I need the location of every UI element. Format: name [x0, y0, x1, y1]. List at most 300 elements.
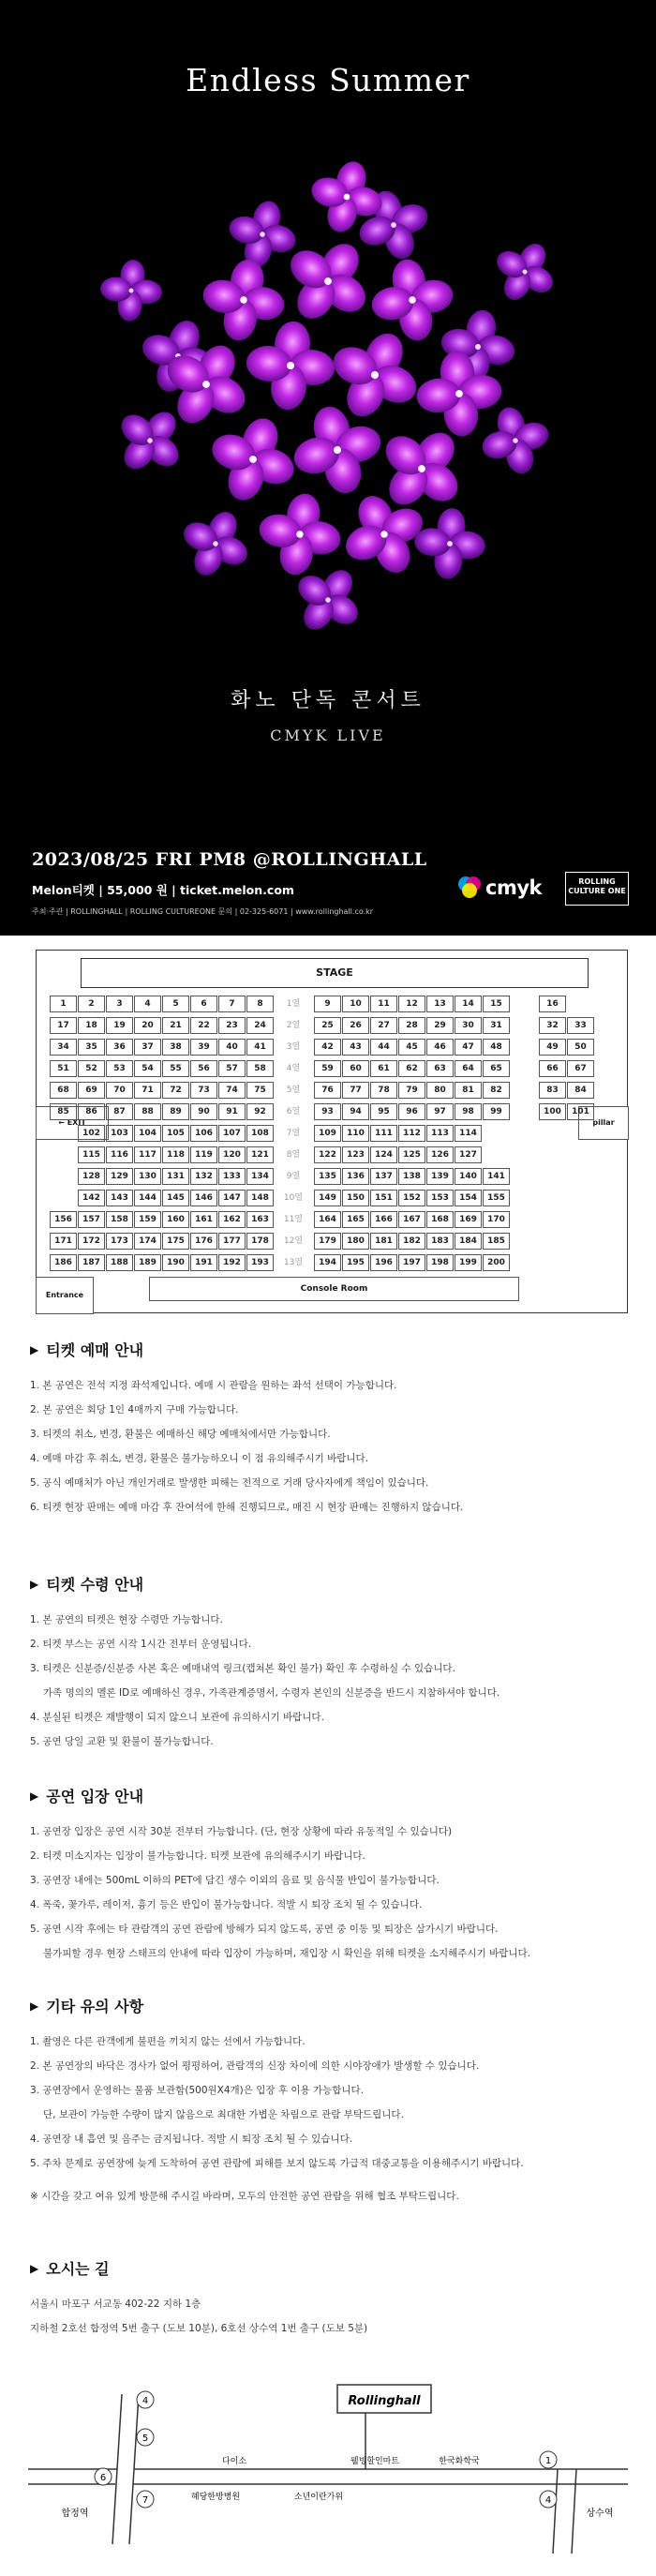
entry-item: 5. 공연 시작 후에는 타 관람객의 공연 관람에 방해가 되지 않도록, 공연 중 이동 및 퇴장은 삼가시기 바랍니다.	[30, 1924, 499, 1935]
seat[interactable]: 165	[342, 1211, 369, 1228]
seat[interactable]: 71	[134, 1082, 161, 1099]
receive-item: 3. 티켓은 신분증/신분증 사본 혹은 예매내역 링크(캡쳐본 확인 불가) 확인 후 수령하실 수 있습니다.	[30, 1663, 455, 1674]
row-label: 6열	[286, 1107, 301, 1116]
seat[interactable]: 171	[50, 1233, 77, 1250]
receive-list	[30, 1608, 630, 1754]
seat[interactable]: 75	[246, 1082, 274, 1099]
cmyk-circle-icon	[457, 876, 482, 900]
seat[interactable]: 152	[398, 1190, 425, 1206]
seat[interactable]: 29	[426, 1017, 454, 1034]
hapjeong-label: 합정역	[61, 2509, 89, 2519]
entry-item: 불가피할 경우 현장 스태프의 안내에 따라 입장이 가능하며, 재입장 시 확인을 위해 티켓을 소지해주시기 바랍니다.	[43, 1948, 530, 1959]
entry-item: 3. 공연장 내에는 500mL 이하의 PET에 담긴 생수 이외의 음료 및 음식물 반입이 불가능합니다.	[30, 1875, 440, 1886]
seat[interactable]: 155	[483, 1190, 510, 1206]
seat[interactable]: 68	[50, 1082, 77, 1099]
row-label: 1열	[286, 999, 301, 1009]
venue-label: Rollinghall	[348, 2394, 421, 2408]
exit-6-marker	[95, 2468, 112, 2485]
seat[interactable]: 11	[370, 996, 397, 1012]
seat[interactable]: 61	[370, 1060, 397, 1077]
pillar-box: pillar	[578, 1106, 629, 1140]
seat[interactable]: 167	[398, 1211, 425, 1228]
seat[interactable]: 2	[78, 996, 105, 1012]
seat[interactable]: 125	[398, 1146, 425, 1163]
seat[interactable]: 76	[314, 1082, 341, 1099]
seat[interactable]: 153	[426, 1190, 454, 1206]
seat[interactable]: 92	[246, 1103, 274, 1120]
booking-title	[30, 1339, 630, 1360]
seat[interactable]: 145	[162, 1190, 189, 1206]
seat[interactable]: 109	[314, 1125, 341, 1142]
seat[interactable]: 24	[246, 1017, 274, 1034]
directions-title	[30, 2257, 630, 2279]
seat[interactable]: 49	[539, 1039, 566, 1056]
seat[interactable]: 187	[78, 1254, 105, 1271]
seat[interactable]: 182	[398, 1233, 425, 1250]
svg-text:5: 5	[142, 2434, 149, 2444]
seat[interactable]: 22	[190, 1017, 217, 1034]
seat[interactable]: 139	[426, 1168, 454, 1185]
seat[interactable]: 199	[455, 1254, 482, 1271]
row-label: 4열	[286, 1064, 301, 1073]
booking-title-text: 티켓 예매 안내	[46, 1341, 144, 1359]
seat[interactable]: 45	[398, 1039, 425, 1056]
seat[interactable]: 99	[483, 1103, 510, 1120]
seat[interactable]: 6	[190, 996, 217, 1012]
etc-note: ※ 시간을 갖고 여유 있게 방문해 주시길 바라며, 모두의 안전한 공연 관람을 위해 협조 부탁드립니다.	[30, 2191, 459, 2202]
row-label: 12열	[283, 1236, 304, 1246]
exit-1-marker	[540, 2451, 557, 2468]
seat[interactable]: 9	[314, 996, 341, 1012]
seat[interactable]: 51	[50, 1060, 77, 1077]
seat[interactable]: 18	[78, 1017, 105, 1034]
stage-label: STAGE	[81, 958, 589, 988]
seat[interactable]: 124	[370, 1146, 397, 1163]
seat[interactable]: 87	[106, 1103, 133, 1120]
seat-map	[36, 950, 628, 1313]
cmyk-logo-text: cmyk	[485, 876, 542, 899]
seat[interactable]: 93	[314, 1103, 341, 1120]
seat[interactable]: 81	[455, 1082, 482, 1099]
svg-text:6: 6	[99, 2473, 107, 2483]
seat[interactable]: 144	[134, 1190, 161, 1206]
seat[interactable]: 10	[342, 996, 369, 1012]
concert-title: 화노 단독 콘서트	[231, 689, 425, 712]
seat[interactable]: 8	[246, 996, 274, 1012]
seat[interactable]: 108	[246, 1125, 274, 1142]
seat[interactable]: 115	[78, 1146, 105, 1163]
ticket-line: Melon티켓 | 55,000 원 | ticket.melon.com	[32, 883, 294, 897]
seat[interactable]: 102	[78, 1125, 105, 1142]
row-label: 7열	[286, 1129, 301, 1138]
seat[interactable]: 74	[218, 1082, 246, 1099]
seat[interactable]: 154	[455, 1190, 482, 1206]
seat[interactable]: 80	[426, 1082, 454, 1099]
seat[interactable]: 194	[314, 1254, 341, 1271]
booking-item: 3. 티켓의 취소, 변경, 환불은 예매하신 해당 예매처에서만 가능합니다.	[30, 1429, 331, 1440]
row-label: 2열	[286, 1021, 301, 1030]
seat[interactable]: 54	[134, 1060, 161, 1077]
directions-title-text: 오시는 길	[46, 2260, 110, 2278]
seat[interactable]: 137	[370, 1168, 397, 1185]
row-label: 3열	[286, 1042, 301, 1052]
console-room: Console Room	[149, 1277, 519, 1301]
directions-section	[30, 2257, 630, 2341]
host-line: 주최·주관 | ROLLINGHALL | ROLLING CULTUREONE 문의 | 02-325-6071 | www.rollinghall.co.kr	[32, 907, 374, 916]
seat[interactable]: 57	[218, 1060, 246, 1077]
receive-item: 2. 티켓 부스는 공연 시작 1시간 전부터 운영됩니다.	[30, 1639, 252, 1650]
booking-list	[30, 1373, 630, 1520]
seat[interactable]: 119	[190, 1146, 217, 1163]
daiso-label: 다이소	[221, 2457, 247, 2466]
entry-title	[30, 1785, 630, 1806]
seat[interactable]: 188	[106, 1254, 133, 1271]
seat[interactable]: 73	[190, 1082, 217, 1099]
seat[interactable]: 97	[426, 1103, 454, 1120]
seat[interactable]: 28	[398, 1017, 425, 1034]
seat[interactable]: 157	[78, 1211, 105, 1228]
etc-title-text: 기타 유의 사항	[46, 1998, 144, 2015]
seat[interactable]: 172	[78, 1233, 105, 1250]
seat[interactable]: 88	[134, 1103, 161, 1120]
seat[interactable]: 177	[218, 1233, 246, 1250]
seat[interactable]: 184	[455, 1233, 482, 1250]
seat[interactable]: 52	[78, 1060, 105, 1077]
seat[interactable]: 126	[426, 1146, 454, 1163]
seat[interactable]: 40	[218, 1039, 246, 1056]
etc-section	[30, 1995, 630, 2203]
seat[interactable]: 101	[567, 1103, 594, 1120]
svg-text:4: 4	[544, 2495, 552, 2506]
receive-section	[30, 1573, 630, 1754]
seat[interactable]: 27	[370, 1017, 397, 1034]
seat[interactable]: 82	[483, 1082, 510, 1099]
seat[interactable]: 131	[162, 1168, 189, 1185]
seat[interactable]: 4	[134, 996, 161, 1012]
seat[interactable]: 163	[246, 1211, 274, 1228]
location-map	[28, 2366, 628, 2554]
seat[interactable]: 62	[398, 1060, 425, 1077]
mart-label: 웰빙할인마트	[350, 2457, 400, 2466]
svg-text:7: 7	[142, 2495, 149, 2506]
seat[interactable]: 46	[426, 1039, 454, 1056]
date-line: 2023/08/25 FRI PM8 @ROLLINGHALL	[32, 849, 427, 870]
seat[interactable]: 47	[455, 1039, 482, 1056]
seat[interactable]: 21	[162, 1017, 189, 1034]
seat[interactable]: 84	[567, 1082, 594, 1099]
seat[interactable]: 180	[342, 1233, 369, 1250]
seat[interactable]: 64	[455, 1060, 482, 1077]
seat[interactable]: 149	[314, 1190, 341, 1206]
seat[interactable]: 136	[342, 1168, 369, 1185]
seat[interactable]: 83	[539, 1082, 566, 1099]
seat[interactable]: 169	[455, 1211, 482, 1228]
seat[interactable]: 143	[106, 1190, 133, 1206]
seat[interactable]: 114	[455, 1125, 482, 1142]
seat[interactable]: 72	[162, 1082, 189, 1099]
entry-item: 1. 공연장 입장은 공연 시작 30분 전부터 가능합니다. (단, 현장 상황에 따라 유동적일 수 있습니다)	[30, 1826, 453, 1837]
seat[interactable]: 123	[342, 1146, 369, 1163]
booking-section	[30, 1339, 630, 1520]
receive-title	[30, 1573, 630, 1595]
seat[interactable]: 160	[162, 1211, 189, 1228]
seat[interactable]: 37	[134, 1039, 161, 1056]
apt-label: 한국화학국	[439, 2457, 480, 2466]
seat[interactable]: 121	[246, 1146, 274, 1163]
seat[interactable]: 118	[162, 1146, 189, 1163]
seat[interactable]: 158	[106, 1211, 133, 1228]
seat[interactable]: 168	[426, 1211, 454, 1228]
seat[interactable]: 41	[246, 1039, 274, 1056]
booking-item: 1. 본 공연은 전석 지정 좌석제입니다. 예매 시 관람을 원하는 좌석 선택이 가능합니다.	[30, 1380, 397, 1391]
seat[interactable]: 159	[134, 1211, 161, 1228]
seat[interactable]: 34	[50, 1039, 77, 1056]
seat[interactable]: 103	[106, 1125, 133, 1142]
seat[interactable]: 14	[455, 996, 482, 1012]
seat[interactable]: 85	[50, 1103, 77, 1120]
seat[interactable]: 193	[246, 1254, 274, 1271]
seat[interactable]: 174	[134, 1233, 161, 1250]
seat[interactable]: 17	[50, 1017, 77, 1034]
seat[interactable]: 186	[50, 1254, 77, 1271]
seat[interactable]: 198	[426, 1254, 454, 1271]
etc-item: 1. 촬영은 다른 관객에게 불편을 끼치지 않는 선에서 가능합니다.	[30, 2036, 306, 2047]
address-text: 서울시 마포구 서교동 402-22 지하 1층	[30, 2299, 201, 2310]
triangle-icon: ▶	[30, 2261, 39, 2275]
seat[interactable]: 162	[218, 1211, 246, 1228]
seat[interactable]: 140	[455, 1168, 482, 1185]
triangle-icon: ▶	[30, 1789, 39, 1803]
etc-item: 2. 본 공연장의 바닥은 경사가 없어 평평하여, 관람객의 신장 차이에 의한 시야장애가 발생할 수 있습니다.	[30, 2060, 480, 2072]
triangle-icon: ▶	[30, 1577, 39, 1591]
seat[interactable]: 185	[483, 1233, 510, 1250]
seat[interactable]: 141	[483, 1168, 510, 1185]
row-label: 11열	[283, 1215, 304, 1224]
seat[interactable]: 179	[314, 1233, 341, 1250]
seat[interactable]: 96	[398, 1103, 425, 1120]
seat[interactable]: 13	[426, 996, 454, 1012]
seat[interactable]: 138	[398, 1168, 425, 1185]
entry-section	[30, 1785, 630, 1966]
row-label: 9열	[286, 1172, 301, 1181]
seat[interactable]: 191	[190, 1254, 217, 1271]
exit-4b-marker	[540, 2491, 557, 2508]
seat[interactable]: 25	[314, 1017, 341, 1034]
seat[interactable]: 200	[483, 1254, 510, 1271]
seat[interactable]: 148	[246, 1190, 274, 1206]
seat[interactable]: 32	[539, 1017, 566, 1034]
seat[interactable]: 48	[483, 1039, 510, 1056]
seat[interactable]: 55	[162, 1060, 189, 1077]
poster	[0, 0, 656, 936]
seat[interactable]: 146	[190, 1190, 217, 1206]
row-label: 8열	[286, 1150, 301, 1160]
receive-item: 가족 명의의 멜론 ID로 예매하신 경우, 가족관계증명서, 수령자 본인의 신분증을 반드시 지참하셔야 합니다.	[43, 1687, 500, 1699]
seat[interactable]: 7	[218, 996, 246, 1012]
seat[interactable]: 94	[342, 1103, 369, 1120]
seat[interactable]: 69	[78, 1082, 105, 1099]
seat[interactable]: 1	[50, 996, 77, 1012]
hospital-label: 혜당한방병원	[190, 2493, 241, 2502]
seat[interactable]: 175	[162, 1233, 189, 1250]
seat[interactable]: 164	[314, 1211, 341, 1228]
seat[interactable]: 43	[342, 1039, 369, 1056]
row-label: 13열	[283, 1258, 304, 1267]
seat[interactable]: 89	[162, 1103, 189, 1120]
seat[interactable]: 42	[314, 1039, 341, 1056]
seat[interactable]: 135	[314, 1168, 341, 1185]
seat[interactable]: 16	[539, 996, 566, 1012]
seat[interactable]: 111	[370, 1125, 397, 1142]
svg-text:4: 4	[142, 2396, 149, 2406]
seat[interactable]: 133	[218, 1168, 246, 1185]
seat[interactable]: 26	[342, 1017, 369, 1034]
etc-item: 4. 공연장 내 흡연 및 음주는 금지됩니다. 적발 시 퇴장 조치 될 수 있습니다.	[30, 2134, 353, 2145]
rolling-culture-logo: ROLLING CULTURE ONE	[565, 872, 629, 906]
triangle-icon: ▶	[30, 1342, 39, 1356]
poster-title: Endless Summer	[186, 62, 470, 98]
seat[interactable]: 67	[567, 1060, 594, 1077]
seat[interactable]: 36	[106, 1039, 133, 1056]
seat[interactable]: 130	[134, 1168, 161, 1185]
seat[interactable]: 59	[314, 1060, 341, 1077]
seat[interactable]: 151	[370, 1190, 397, 1206]
seat[interactable]: 166	[370, 1211, 397, 1228]
seat[interactable]: 78	[370, 1082, 397, 1099]
seat[interactable]: 86	[78, 1103, 105, 1120]
seat[interactable]: 63	[426, 1060, 454, 1077]
seat[interactable]: 195	[342, 1254, 369, 1271]
seat[interactable]: 142	[78, 1190, 105, 1206]
booking-item: 4. 예매 마감 후 취소, 변경, 환불은 불가능하오니 이 점 유의해주시기 바랍니다.	[30, 1453, 369, 1464]
seat[interactable]: 3	[106, 996, 133, 1012]
seat[interactable]: 161	[190, 1211, 217, 1228]
seat[interactable]: 106	[190, 1125, 217, 1142]
booking-item: 2. 본 공연은 회당 1인 4매까지 구매 가능합니다.	[30, 1404, 239, 1415]
seat[interactable]: 134	[246, 1168, 274, 1185]
seat[interactable]: 196	[370, 1254, 397, 1271]
seat[interactable]: 30	[455, 1017, 482, 1034]
seat[interactable]: 90	[190, 1103, 217, 1120]
sangsu-label: 상수역	[586, 2509, 614, 2519]
etc-list	[30, 2029, 630, 2176]
seat[interactable]: 107	[218, 1125, 246, 1142]
receive-title-text: 티켓 수령 안내	[46, 1576, 144, 1594]
seat[interactable]: 178	[246, 1233, 274, 1250]
seat[interactable]: 31	[483, 1017, 510, 1034]
exit-7-marker	[137, 2491, 154, 2508]
cmyk-logo	[457, 876, 542, 900]
exit-4a-marker	[137, 2391, 154, 2408]
seat[interactable]: 12	[398, 996, 425, 1012]
seat[interactable]: 190	[162, 1254, 189, 1271]
seat[interactable]: 95	[370, 1103, 397, 1120]
entry-item: 4. 폭죽, 꽃가루, 레이저, 흉기 등은 반입이 불가능합니다. 적발 시 퇴장 조치 될 수 있습니다.	[30, 1899, 423, 1910]
entry-title-text: 공연 입장 안내	[46, 1788, 144, 1805]
seat[interactable]: 117	[134, 1146, 161, 1163]
seat[interactable]: 20	[134, 1017, 161, 1034]
seat[interactable]: 70	[106, 1082, 133, 1099]
seat[interactable]: 129	[106, 1168, 133, 1185]
triangle-icon: ▶	[30, 1999, 39, 2013]
seat[interactable]: 113	[426, 1125, 454, 1142]
seat[interactable]: 98	[455, 1103, 482, 1120]
seat[interactable]: 120	[218, 1146, 246, 1163]
etc-title	[30, 1995, 630, 2016]
svg-text:1: 1	[544, 2456, 552, 2466]
seat[interactable]: 56	[190, 1060, 217, 1077]
seat[interactable]: 147	[218, 1190, 246, 1206]
seat[interactable]: 15	[483, 996, 510, 1012]
seat[interactable]: 128	[78, 1168, 105, 1185]
seat[interactable]: 33	[567, 1017, 594, 1034]
seat[interactable]: 38	[162, 1039, 189, 1056]
seat[interactable]: 116	[106, 1146, 133, 1163]
seat[interactable]: 150	[342, 1190, 369, 1206]
concert-subtitle: CMYK LIVE	[270, 726, 386, 744]
seat[interactable]: 189	[134, 1254, 161, 1271]
seat[interactable]: 58	[246, 1060, 274, 1077]
seat[interactable]: 53	[106, 1060, 133, 1077]
seat[interactable]: 77	[342, 1082, 369, 1099]
seat[interactable]: 79	[398, 1082, 425, 1099]
seat[interactable]: 19	[106, 1017, 133, 1034]
seat[interactable]: 156	[50, 1211, 77, 1228]
seat[interactable]: 91	[218, 1103, 246, 1120]
seat[interactable]: 65	[483, 1060, 510, 1077]
seat[interactable]: 122	[314, 1146, 341, 1163]
seat[interactable]: 112	[398, 1125, 425, 1142]
seat[interactable]: 183	[426, 1233, 454, 1250]
row-label: 10열	[283, 1193, 304, 1203]
seat[interactable]: 60	[342, 1060, 369, 1077]
seat[interactable]: 66	[539, 1060, 566, 1077]
entrance-box: Entrance	[36, 1277, 94, 1314]
seat[interactable]: 104	[134, 1125, 161, 1142]
seat[interactable]: 132	[190, 1168, 217, 1185]
hydrangea-image	[75, 159, 581, 647]
exit-5-marker	[137, 2429, 154, 2446]
seat[interactable]: 5	[162, 996, 189, 1012]
seat[interactable]: 23	[218, 1017, 246, 1034]
entry-item: 2. 티켓 미소지자는 입장이 불가능합니다. 티켓 보관에 유의해주시기 바랍니다.	[30, 1850, 365, 1862]
row-label: 5열	[286, 1086, 301, 1095]
entry-list	[30, 1820, 630, 1966]
seat[interactable]: 192	[218, 1254, 246, 1271]
seat[interactable]: 181	[370, 1233, 397, 1250]
seat[interactable]: 127	[455, 1146, 482, 1163]
booking-item: 6. 티켓 현장 판매는 예매 마감 후 잔여석에 한해 진행되므로, 매진 시 현장 판매는 진행하지 않습니다.	[30, 1502, 464, 1513]
receive-item: 1. 본 공연의 티켓은 현장 수령만 가능합니다.	[30, 1614, 223, 1625]
seat[interactable]: 170	[483, 1211, 510, 1228]
receive-item: 5. 공연 당일 교환 및 환불이 불가능합니다.	[30, 1736, 214, 1747]
receive-item: 4. 분실된 티켓은 재발행이 되지 않으니 보관에 유의하시기 바랍니다.	[30, 1712, 324, 1723]
seat[interactable]: 105	[162, 1125, 189, 1142]
seat[interactable]: 44	[370, 1039, 397, 1056]
seat[interactable]: 173	[106, 1233, 133, 1250]
seat[interactable]: 35	[78, 1039, 105, 1056]
etc-item: 5. 주차 문제로 공연장에 늦게 도착하여 공연 관람에 피해를 보지 않도록 가급적 대중교통을 이용해주시기 바랍니다.	[30, 2158, 524, 2169]
seat[interactable]: 176	[190, 1233, 217, 1250]
seat[interactable]: 100	[539, 1103, 566, 1120]
seat[interactable]: 50	[567, 1039, 594, 1056]
seat[interactable]: 39	[190, 1039, 217, 1056]
booking-item: 5. 공식 예매처가 아닌 개인거래로 발생한 피해는 전적으로 거래 당사자에게 책임이 있습니다.	[30, 1477, 429, 1489]
etc-item: 단, 보관이 가능한 수량이 많지 않음으로 최대한 가볍운 차림으로 관람 부탁드립니다.	[43, 2109, 404, 2120]
exit-box: ← EXIT	[36, 1106, 109, 1140]
seat[interactable]: 197	[398, 1254, 425, 1271]
seat[interactable]: 110	[342, 1125, 369, 1142]
